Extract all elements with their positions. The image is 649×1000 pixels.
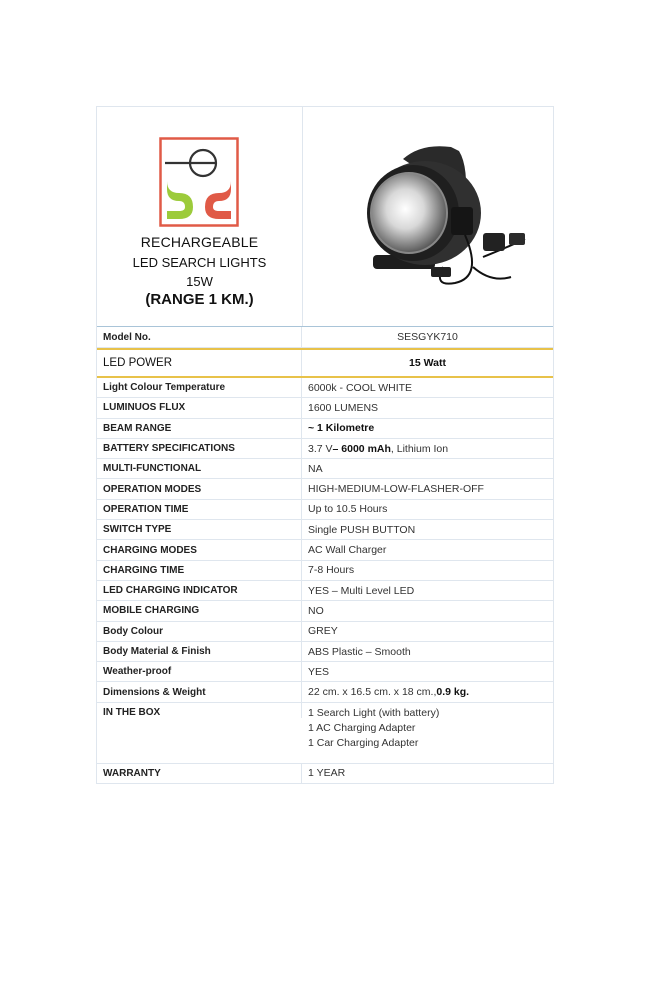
spec-row-warranty (97, 764, 553, 783)
spec-label: WARRANTY (97, 764, 302, 783)
spec-row (97, 378, 553, 398)
spec-row (97, 419, 553, 439)
spec-row (97, 500, 553, 520)
spec-row (97, 540, 553, 560)
spec-value: ABS Plastic – Smooth (308, 645, 411, 658)
title-line-1: RECHARGEABLE (140, 234, 259, 250)
spec-label: MULTI-FUNCTIONAL (97, 459, 302, 478)
spec-row (97, 581, 553, 601)
spec-row (97, 398, 553, 418)
spec-value-part: , Lithium Ion (390, 442, 449, 455)
spec-label: Weather-proof (97, 662, 302, 681)
spec-label: BATTERY SPECIFICATIONS (97, 439, 302, 458)
spec-label: Dimensions & Weight (97, 682, 302, 701)
spec-label: BEAM RANGE (97, 419, 302, 438)
spec-label: Body Colour (97, 622, 302, 641)
spec-value: 6000k - COOL WHITE (308, 381, 413, 394)
spec-label: Model No. (97, 327, 302, 347)
spec-value (302, 682, 553, 701)
spec-label: CHARGING TIME (97, 561, 302, 580)
spec-label: OPERATION TIME (97, 500, 302, 519)
spec-row (97, 479, 553, 499)
spec-row (97, 439, 553, 459)
spec-value: YES – Multi Level LED (308, 584, 415, 597)
spec-row (97, 642, 553, 662)
spec-value: 1 YEAR (308, 767, 346, 780)
title-line-3: 15W (186, 274, 213, 289)
spec-value: Up to 10.5 Hours (308, 503, 388, 516)
spec-value (302, 419, 553, 438)
spec-value: HIGH-MEDIUM-LOW-FLASHER-OFF (308, 483, 484, 496)
spec-row (97, 682, 553, 702)
spec-value: NA (308, 462, 323, 475)
brand-logo (159, 137, 239, 227)
title-line-2: LED SEARCH LIGHTS (132, 255, 267, 270)
spec-label: OPERATION MODES (97, 479, 302, 498)
spec-row-led-power (97, 348, 553, 378)
spec-label: CHARGING MODES (97, 540, 302, 559)
spec-row-model (97, 327, 553, 348)
spec-row (97, 662, 553, 682)
spec-value: SESGYK710 (397, 331, 458, 343)
search-light-image (333, 137, 533, 297)
spec-label: LED CHARGING INDICATOR (97, 581, 302, 600)
box-item: 1 AC Charging Adapter (308, 721, 416, 734)
spec-value: 15 Watt (409, 357, 446, 369)
spec-value-part: – 6000 mAh (332, 442, 391, 455)
spec-value-part: 3.7 V (308, 442, 333, 455)
hero-section (97, 107, 553, 327)
spec-row (97, 520, 553, 540)
spec-value-list (302, 703, 553, 751)
spec-row (97, 622, 553, 642)
spec-label: Body Material & Finish (97, 642, 302, 661)
spec-label: LED POWER (97, 350, 302, 376)
product-panel (303, 107, 553, 326)
box-item: 1 Car Charging Adapter (308, 736, 419, 749)
spec-value: 1600 LUMENS (308, 401, 379, 414)
spec-value-part: 22 cm. x 16.5 cm. x 18 cm., (308, 686, 437, 699)
spec-value: Single PUSH BUTTON (308, 523, 416, 536)
spec-row (97, 561, 553, 581)
spec-value: 7-8 Hours (308, 564, 355, 577)
spec-value: NO (308, 604, 324, 617)
spec-value-part: 0.9 kg. (436, 686, 470, 699)
spec-value: GREY (308, 625, 338, 638)
spec-row (97, 601, 553, 621)
spec-label: Light Colour Temperature (97, 378, 302, 397)
spec-label: SWITCH TYPE (97, 520, 302, 539)
spec-label: LUMINUOS FLUX (97, 398, 302, 417)
spec-sheet (96, 106, 554, 784)
spec-value: AC Wall Charger (308, 544, 387, 557)
spec-row (97, 459, 553, 479)
spec-label: MOBILE CHARGING (97, 601, 302, 620)
title-line-4: (RANGE 1 KM.) (145, 291, 254, 308)
spec-value-text: ~ 1 Kilometre (308, 422, 375, 435)
spec-value: YES (308, 665, 330, 678)
spec-label: IN THE BOX (97, 703, 302, 718)
brand-panel (97, 107, 303, 326)
spec-value (302, 439, 553, 458)
box-item: 1 Search Light (with battery) (308, 706, 440, 719)
spec-row-in-the-box (97, 703, 553, 764)
